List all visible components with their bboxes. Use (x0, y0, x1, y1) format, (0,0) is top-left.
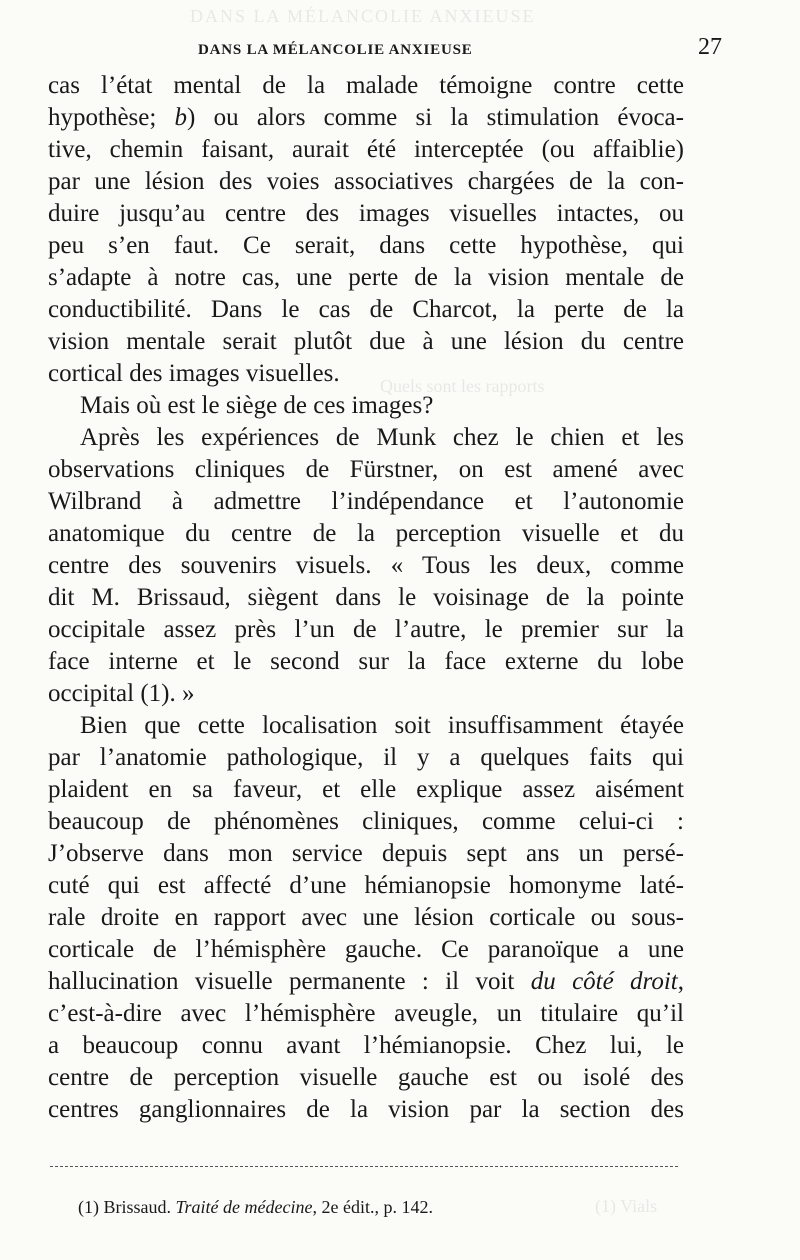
italic-phrase: du côté droit (530, 968, 678, 995)
text-line-29 (48, 966, 684, 998)
text-line-9: vision mentale serait plutôt due à une lésion du centre (48, 328, 684, 355)
text-line-11: Mais où est le siège de ces images? (80, 392, 434, 419)
text-line-7: s’adapte à notre cas, une perte de la vision mentale de (48, 264, 684, 291)
text-line-33: centres ganglionnaires de la vision par la section des (48, 1096, 684, 1123)
text-line-25: J’observe dans mon service depuis sept ans un persé- (48, 840, 684, 867)
show-through-running-title: DANS LA MÉLANCOLIE ANXIEUSE (190, 6, 536, 26)
text-line-22: par l’anatomie pathologique, il y a quelques faits qui (48, 744, 684, 771)
text-line-30: c’est-à-dire avec l’hémisphère aveugle, un titulaire qu’il (48, 1000, 684, 1027)
text-line-3: tive, chemin faisant, aurait été interceptée (ou affaiblie) (48, 136, 684, 163)
text-line-19: face interne et le second sur la face externe du lobe (48, 648, 684, 675)
text-line-29-start: hallucination visuelle permanente : il voit (48, 968, 531, 995)
text-line-23: plaident en sa faveur, et elle explique assez aisément (48, 776, 684, 803)
show-through-body-text: Quels sont les rapports (380, 376, 545, 396)
text-line-13: observations cliniques de Fürstner, on est amené avec (48, 456, 684, 483)
footnote (78, 1195, 433, 1219)
running-title: DANS LA MÉLANCOLIE ANXIEUSE (198, 42, 473, 58)
text-line-2-start: hypothèse; (48, 104, 175, 131)
footnote-title: Traité de médecine (175, 1197, 313, 1217)
text-line-29-rest: , (677, 968, 684, 995)
italic-letter-b: b (174, 104, 188, 131)
body-text (48, 70, 684, 1126)
text-line-2 (48, 102, 684, 134)
text-line-16: centre des souvenirs visuels. « Tous les deux, comme (48, 552, 684, 579)
text-line-17: dit M. Brissaud, siègent dans le voisinage de la pointe (48, 584, 684, 611)
page-number: 27 (698, 34, 722, 60)
text-line-15: anatomique du centre de la perception visuelle et du (48, 520, 684, 547)
text-line-4: par une lésion des voies associatives chargées de la con- (48, 168, 684, 195)
text-line-6: peu s’en faut. Ce serait, dans cette hypothèse, qui (48, 232, 684, 259)
footnote-author: Brissaud. (103, 1197, 171, 1217)
text-line-26: cuté qui est affecté d’une hémianopsie homonyme laté- (48, 872, 684, 899)
text-line-12: Après les expériences de Munk chez le chien et les (80, 424, 684, 451)
text-line-18: occipitale assez près l’un de l’autre, le premier sur la (48, 616, 684, 643)
show-through-footnote: (1) Vials (595, 1196, 658, 1216)
text-line-1: cas l’état mental de la malade témoigne contre cette (48, 72, 684, 99)
text-line-20: occipital (1). » (48, 680, 195, 707)
text-line-24: beaucoup de phénomènes cliniques, comme celui-ci : (48, 808, 684, 835)
page-header (48, 34, 722, 70)
footnote-edition: , 2e édit., p. 142. (312, 1197, 433, 1217)
text-line-8: conductibilité. Dans le cas de Charcot, la perte de la (48, 296, 684, 323)
text-line-10: cortical des images visuelles. (48, 360, 340, 387)
text-line-31: a beaucoup connu avant l’hémianopsie. Chez lui, le (48, 1032, 684, 1059)
text-line-27: rale droite en rapport avec une lésion corticale ou sous- (48, 904, 684, 931)
footnote-separator (50, 1166, 678, 1167)
text-line-5: duire jusqu’au centre des images visuelles intactes, ou (48, 200, 684, 227)
text-line-32: centre de perception visuelle gauche est ou isolé des (48, 1064, 684, 1091)
text-line-21: Bien que cette localisation soit insuffisamment étayée (80, 712, 684, 739)
text-line-14: Wilbrand à admettre l’indépendance et l’autonomie (48, 488, 684, 515)
text-line-28: corticale de l’hémisphère gauche. Ce paranoïque a une (48, 936, 684, 963)
text-line-2-rest: ) ou alors comme si la stimulation évoca- (187, 104, 684, 131)
footnote-marker: (1) (78, 1197, 99, 1217)
